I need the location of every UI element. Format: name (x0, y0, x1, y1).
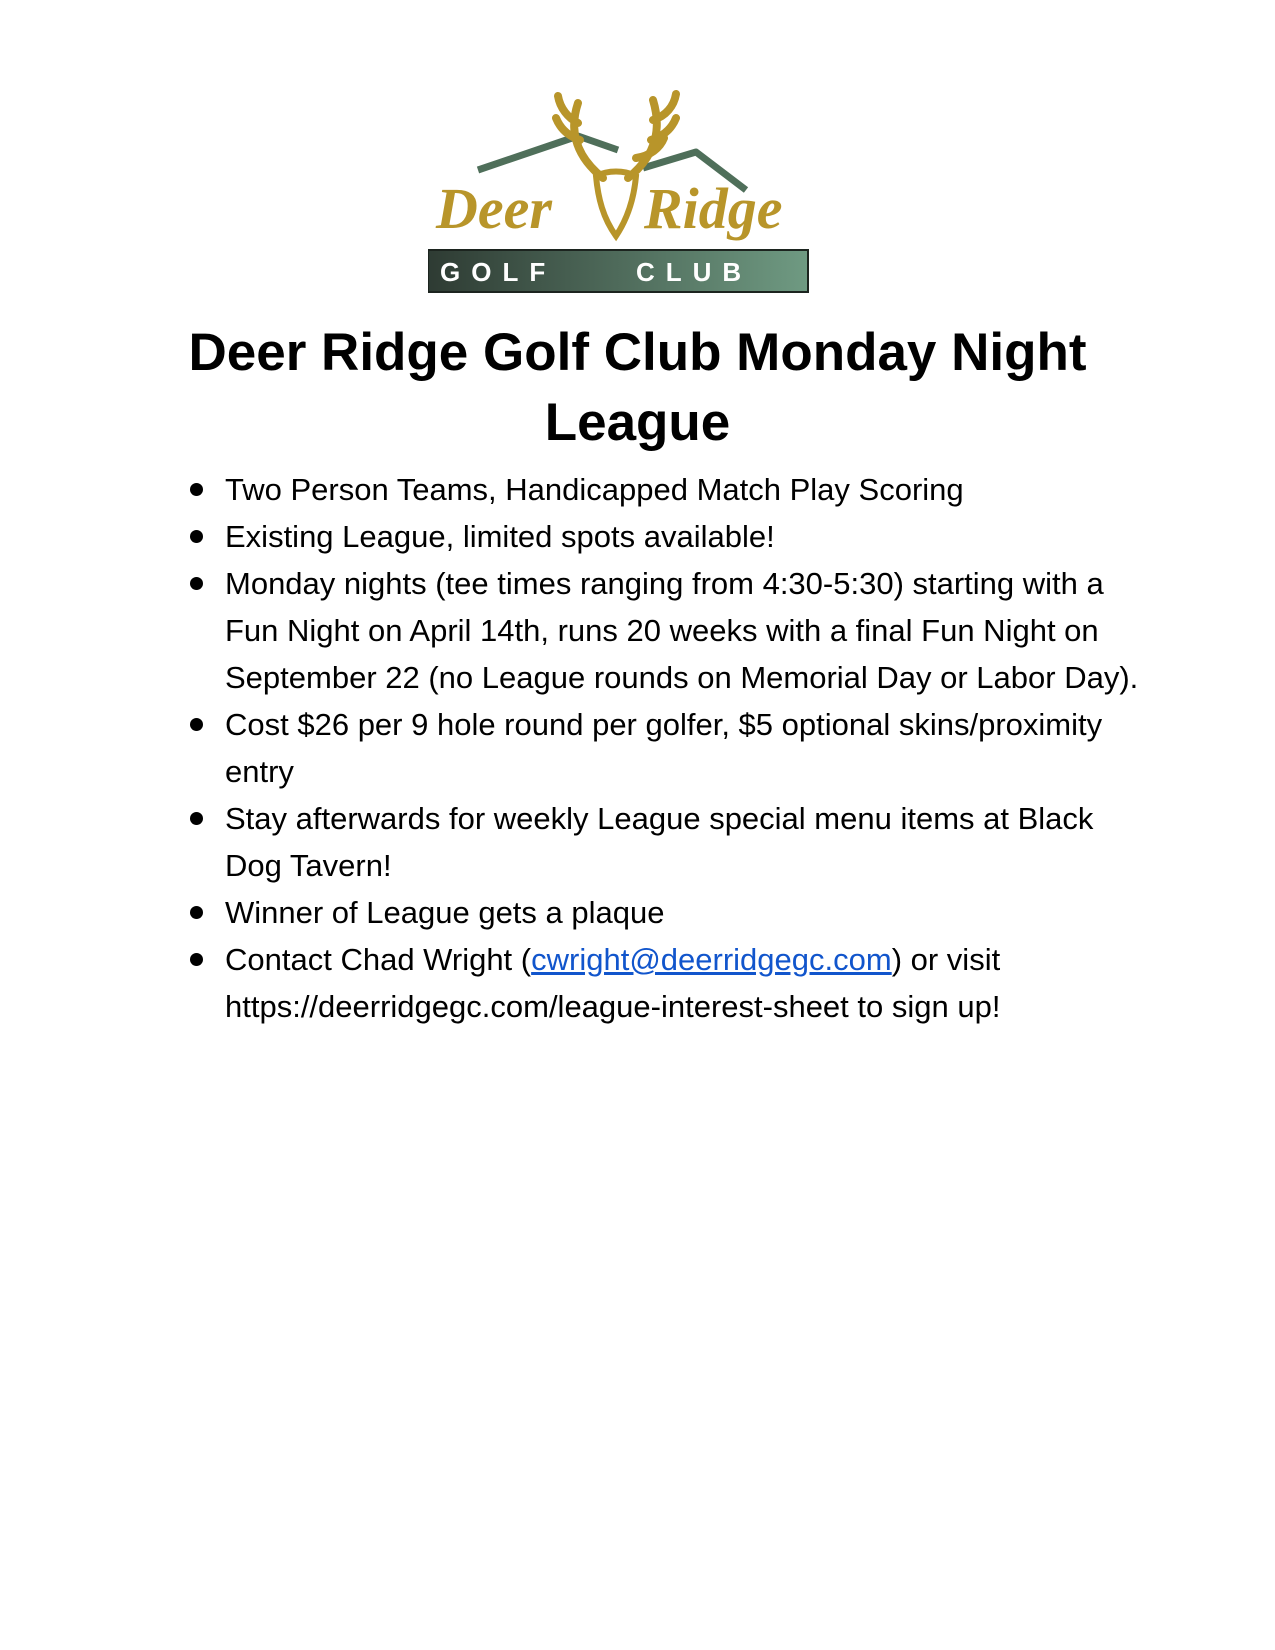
list-item-text: Monday nights (tee times ranging from 4:30-5:30) starting with a Fun Night on April 14th, runs 20 weeks with a final Fun Night on September 22 (no League rounds on Memorial Day or Labor Day). (225, 566, 1139, 695)
email-link[interactable]: cwright@deerridgegc.com (531, 942, 892, 977)
bullet-icon (190, 483, 203, 496)
contact-prefix: Contact Chad Wright ( (225, 942, 532, 977)
bullet-icon (190, 718, 203, 731)
list-item (190, 889, 1150, 936)
list-item (190, 795, 1150, 889)
list-item (190, 466, 1150, 513)
deer-ridge-logo (428, 78, 846, 312)
details-list (190, 466, 1150, 1030)
bullet-icon (190, 530, 203, 543)
page-title: Deer Ridge Golf Club Monday Night League (188, 323, 1087, 452)
bullet-icon (190, 906, 203, 919)
list-item-text: Winner of League gets a plaque (225, 895, 665, 930)
list-item (190, 701, 1150, 795)
list-item-contact (190, 936, 1150, 1030)
bullet-icon (190, 953, 203, 966)
logo-word-left: Deer (436, 176, 552, 241)
list-item-text: Stay afterwards for weekly League special menu items at Black Dog Tavern! (225, 801, 1094, 883)
logo-banner-right: CLUB (636, 257, 753, 287)
list-item-text: Cost $26 per 9 hole round per golfer, $5 optional skins/proximity entry (225, 707, 1103, 789)
bullet-icon (190, 812, 203, 825)
logo-banner-left: GOLF (440, 257, 557, 287)
bullet-icon (190, 577, 203, 590)
list-item (190, 513, 1150, 560)
list-item (190, 560, 1150, 701)
logo-word-right: Ridge (644, 176, 783, 241)
list-item-text: Existing League, limited spots available! (225, 519, 775, 554)
list-item-text: Two Person Teams, Handicapped Match Play Scoring (225, 472, 964, 507)
contact-suffix: ) or visit https://deerridgegc.com/league-interest-sheet to sign up! (225, 942, 1001, 1024)
